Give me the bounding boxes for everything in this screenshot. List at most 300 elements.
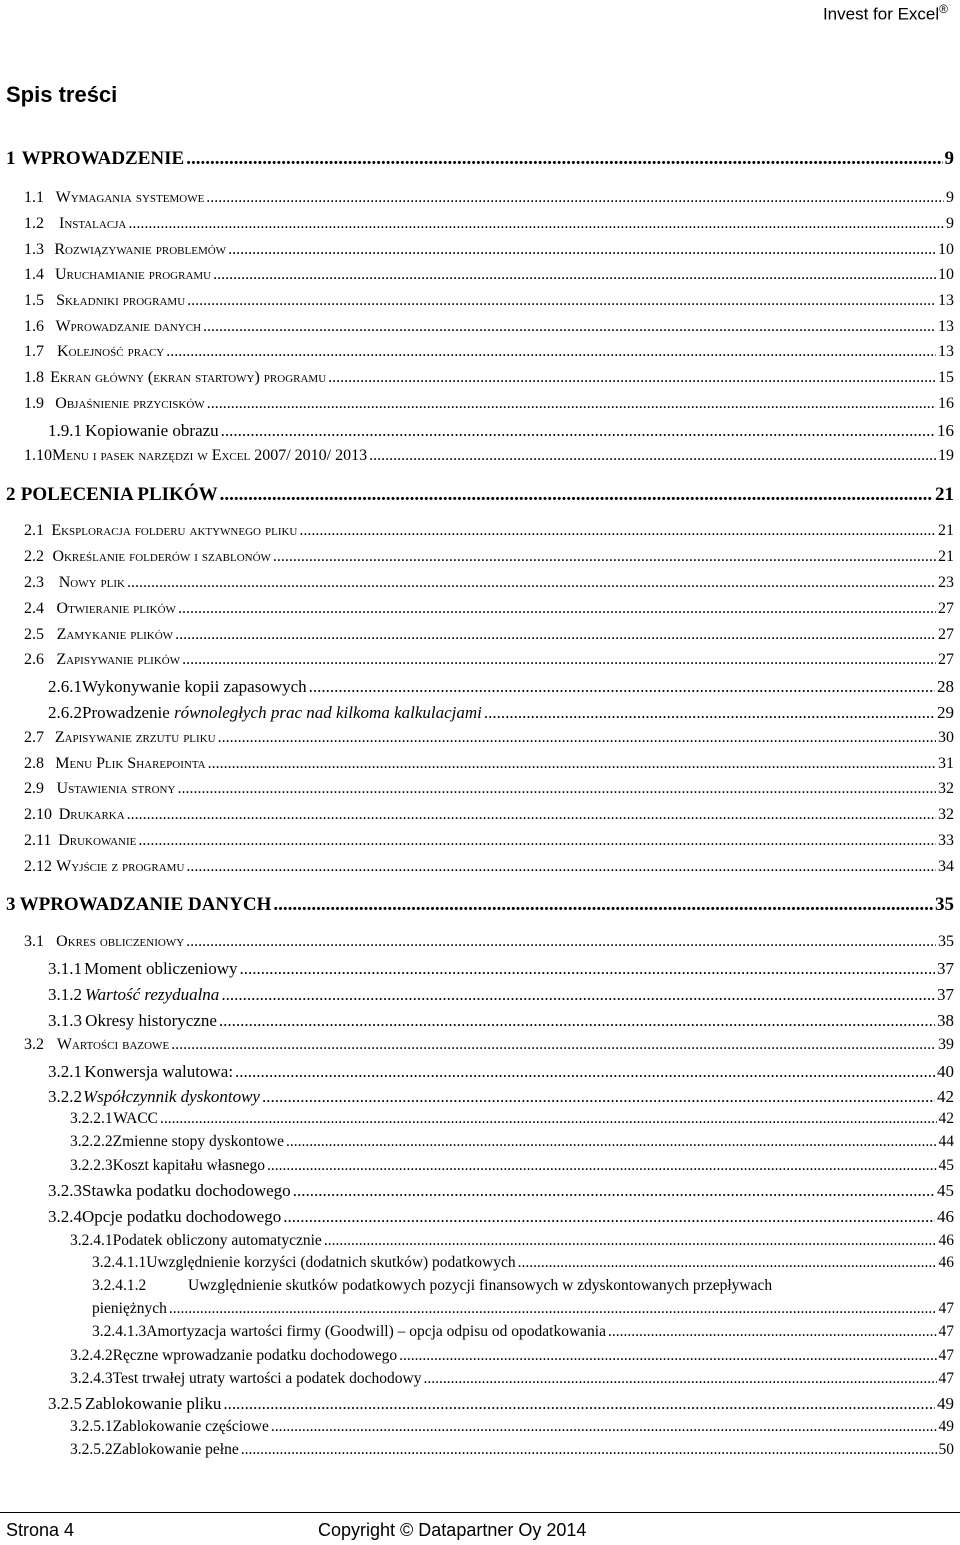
toc-entry-number: 3.2.4.1.2 <box>92 1277 147 1294</box>
toc-entry[interactable] <box>0 369 960 387</box>
toc-entry-page: 10 <box>938 241 954 258</box>
toc-entry-number: 2.9 <box>24 780 44 797</box>
toc-entry[interactable] <box>0 266 960 284</box>
toc-entry-title-text: Zapisywanie plików <box>56 651 181 668</box>
toc-entry-number: 2.6.2 <box>48 703 82 722</box>
toc-leader-dots <box>169 1300 937 1318</box>
toc-entry-number: 3.2.4.2 <box>70 1347 113 1364</box>
toc-entry-title-text: Stawka podatku dochodowego <box>82 1181 291 1200</box>
toc-entry-number: 2.5 <box>24 626 44 643</box>
toc-entry-title <box>57 780 176 798</box>
toc-entry-title-text: Uruchamianie programu <box>55 266 212 283</box>
toc-leader-dots <box>228 241 936 259</box>
toc-entry-page: 39 <box>938 1036 954 1053</box>
toc-entry-title-text: Moment obliczeniowy <box>84 959 238 978</box>
toc-entry-title-text: Wartości bazowe <box>56 1036 170 1053</box>
toc-entry[interactable] <box>0 1418 960 1436</box>
toc-entry[interactable] <box>0 522 960 540</box>
toc-entry-title-text: Uwzględnienie korzyści (dodatnich skutków) podatkowych <box>146 1254 516 1271</box>
toc-leader-dots <box>203 318 936 336</box>
toc-entry-title-text: Zmienne stopy dyskontowe <box>112 1133 284 1150</box>
toc-entry-title <box>113 1370 422 1388</box>
toc-entry-number: 1.2 <box>24 215 44 232</box>
toc-entry-title-text: Zablokowanie pliku <box>84 1394 222 1413</box>
toc-entry[interactable] <box>0 651 960 669</box>
toc-entry-title-text: WPROWADZANIE DANYCH <box>19 894 272 915</box>
toc-entry-number: 1.4 <box>24 266 44 283</box>
toc-entry[interactable] <box>0 421 960 441</box>
footer-copyright: Copyright © Datapartner Oy 2014 <box>318 1520 587 1540</box>
toc-leader-dots <box>267 1157 936 1175</box>
toc-entry-title <box>56 933 184 951</box>
toc-entry-title <box>55 755 205 773</box>
toc-entry[interactable] <box>0 1347 960 1365</box>
toc-entry-title-text: pieniężnych <box>92 1300 167 1317</box>
toc-entry-title <box>113 1441 239 1459</box>
toc-leader-dots <box>399 1347 936 1365</box>
toc-entry-title <box>56 189 205 207</box>
toc-entry-title-text: Drukarka <box>58 806 125 823</box>
toc-leader-dots <box>127 574 936 592</box>
toc-entry-page: 38 <box>937 1011 954 1030</box>
toc-entry-title <box>113 1157 265 1175</box>
toc-entry[interactable] <box>0 677 960 697</box>
toc-entry-page: 47 <box>938 1370 954 1387</box>
toc-entry[interactable] <box>0 447 960 465</box>
toc-entry-title-text: Zablokowanie częściowe <box>112 1418 269 1435</box>
toc-entry-page: 42 <box>938 1110 954 1127</box>
toc-entry-title <box>113 1110 158 1128</box>
toc-entry-title-text: Test trwałej utraty wartości a podatek dochodowy <box>112 1370 422 1387</box>
toc-entry-number: 3.1.1 <box>48 959 82 978</box>
toc-leader-dots <box>241 1441 937 1459</box>
toc-entry-title <box>57 1036 169 1054</box>
toc-leader-dots <box>138 832 936 850</box>
toc-entry-title-text: Menu Plik Sharepointa <box>55 755 206 772</box>
toc-entry-title <box>56 292 185 310</box>
toc-entry-number: 1.8 <box>24 369 44 386</box>
toc-entry-page: 50 <box>938 1441 954 1458</box>
toc-entry-title-text: Zamykanie plików <box>56 626 174 643</box>
toc-entry-page: 49 <box>937 1394 954 1413</box>
toc-entry[interactable] <box>0 241 960 259</box>
toc-entry-page: 32 <box>938 780 954 797</box>
toc-entry-title <box>54 241 226 259</box>
toc-entry-page: 32 <box>938 806 954 823</box>
toc-leader-dots <box>324 1232 937 1250</box>
toc-entry-number: 1.9 <box>24 395 44 412</box>
toc-entry-number: 3.2.4.1.3 <box>92 1323 147 1340</box>
toc-entry-title-text: WPROWADZENIE <box>21 148 185 169</box>
toc-entry-title <box>85 985 219 1005</box>
toc-entry-title-text: Zablokowanie pełne <box>112 1441 239 1458</box>
toc-entry-number: 3.2.4.1.1 <box>92 1254 147 1271</box>
toc-entry[interactable] <box>0 780 960 798</box>
toc-entry-page: 9 <box>946 215 954 232</box>
toc-entry-number: 2.8 <box>24 755 44 772</box>
toc-entry-title <box>82 677 307 697</box>
toc-entry-title <box>55 318 201 336</box>
toc-entry-title-text: Ustawienia strony <box>56 780 176 797</box>
toc-leader-dots <box>235 1062 935 1082</box>
page-header <box>823 2 948 25</box>
toc-entry-page: 9 <box>946 189 954 206</box>
toc-entry-page: 47 <box>938 1300 954 1317</box>
toc-entry[interactable] <box>0 1062 960 1082</box>
toc-entry-page: 37 <box>937 985 954 1004</box>
toc-entry-page: 16 <box>937 421 954 440</box>
toc-entry-page: 23 <box>938 574 954 591</box>
toc-leader-dots <box>328 369 936 387</box>
toc-entry-number: 2.6.1 <box>48 677 82 696</box>
toc-entry[interactable] <box>0 1036 960 1054</box>
toc-entry-title-text: Instalacja <box>58 215 127 232</box>
toc-leader-dots <box>207 395 936 413</box>
toc-entry-title-text: Ręczne wprowadzanie podatku dochodowego <box>112 1347 398 1364</box>
toc-entry-title-text: Wyjście z programu <box>56 858 185 875</box>
toc-entry-page: 45 <box>938 1157 954 1174</box>
toc-entry-title-text: Wykonywanie kopii zapasowych <box>82 677 307 696</box>
toc-entry-title-text: Kopiowanie obrazu <box>85 421 219 440</box>
toc-entry[interactable] <box>0 806 960 824</box>
toc-entry-title <box>113 1133 284 1151</box>
toc-entry-title <box>20 894 272 916</box>
toc-entry-number: 2.1 <box>24 522 44 539</box>
toc-entry[interactable] <box>0 985 960 1005</box>
toc-entry[interactable] <box>0 1300 960 1318</box>
toc-entry-title-text: Amortyzacja wartości firmy (Goodwill) – opcja odpisu od opodatkowania <box>146 1323 606 1340</box>
toc-entry[interactable] <box>0 395 960 413</box>
toc-entry-title <box>55 729 216 747</box>
toc-leader-dots <box>208 755 936 773</box>
toc-entry[interactable] <box>0 1087 960 1107</box>
toc-leader-dots <box>221 421 935 441</box>
toc-entry-number: 3.2.2.1 <box>70 1110 113 1127</box>
toc-entry-title <box>50 369 326 387</box>
toc-entry[interactable] <box>0 1441 960 1459</box>
toc-entry[interactable] <box>0 1110 960 1128</box>
toc-entry-title <box>84 959 237 979</box>
toc-entry-title <box>92 1300 167 1318</box>
toc-entry-title-text: Zapisywanie zrzutu pliku <box>54 729 216 746</box>
toc-entry-title-italic: Wartość rezydualna <box>85 985 220 1004</box>
toc-entry-title <box>59 574 125 592</box>
toc-entry[interactable] <box>0 1254 960 1272</box>
toc-entry-title <box>57 343 164 361</box>
toc-leader-dots <box>182 651 936 669</box>
toc-entry-title <box>52 548 270 566</box>
toc-entry-page: 28 <box>937 677 954 696</box>
toc-entry[interactable] <box>0 548 960 566</box>
toc-entry-title-text: Okres obliczeniowy <box>56 933 185 950</box>
toc-entry-number: 1 <box>6 148 16 169</box>
toc-entry-page: 27 <box>938 651 954 668</box>
toc-leader-dots <box>220 484 933 506</box>
toc-entry-number: 3.2.2 <box>48 1087 82 1106</box>
toc-leader-dots <box>423 1370 936 1388</box>
toc-leader-dots <box>273 548 936 566</box>
toc-entry-title <box>113 1418 269 1436</box>
toc-entry-title <box>85 1011 217 1031</box>
toc-entry-number: 3.2.1 <box>48 1062 82 1081</box>
toc-leader-dots <box>283 1207 935 1227</box>
toc-entry-title-text: WACC <box>113 1110 159 1127</box>
toc-leader-dots <box>240 959 935 979</box>
toc-entry[interactable] <box>0 1323 960 1341</box>
toc-entry-page: 31 <box>938 755 954 772</box>
toc-entry-title-text: Ekran główny (ekran startowy) programu <box>50 369 327 386</box>
toc-entry-page: 9 <box>944 148 954 169</box>
toc-leader-dots <box>273 894 933 916</box>
toc-entry[interactable] <box>0 1277 960 1295</box>
toc-leader-dots <box>369 447 936 465</box>
footer-page-number: Strona 4 <box>6 1520 75 1540</box>
toc-entry-number: 1.6 <box>24 318 44 335</box>
toc-entry-page: 10 <box>938 266 954 283</box>
toc-entry-number: 3.2.5 <box>48 1394 82 1413</box>
toc-entry-page: 21 <box>938 522 954 539</box>
toc-entry-number: 1.3 <box>24 241 44 258</box>
toc-leader-dots <box>218 729 936 747</box>
toc-entry-title-text: POLECENIA PLIKÓW <box>20 484 218 505</box>
toc-entry[interactable] <box>0 189 960 207</box>
registered-mark: ® <box>939 2 948 16</box>
toc-entry-title <box>188 1277 772 1295</box>
toc-entry-title-text: Kolejność pracy <box>57 343 165 360</box>
toc-leader-dots <box>160 1110 936 1128</box>
toc-entry-number: 3.2.2.3 <box>70 1157 113 1174</box>
toc-entry[interactable] <box>0 858 960 876</box>
toc-entry-page: 35 <box>938 933 954 950</box>
toc-entry-title-text: Eksploracja folderu aktywnego pliku <box>51 522 298 539</box>
toc-entry-number: 3.2.2.2 <box>70 1133 113 1150</box>
toc-entry-page: 47 <box>938 1347 954 1364</box>
toc-leader-dots <box>175 626 936 644</box>
toc-entry-title-text: Menu i pasek narzędzi w Excel 2007/ 2010/ 2013 <box>52 447 368 464</box>
toc-entry-number: 2.6 <box>24 651 44 668</box>
toc-entry[interactable] <box>0 832 960 850</box>
toc-leader-dots <box>213 266 936 284</box>
toc-entry[interactable] <box>0 343 960 361</box>
toc-entry[interactable] <box>0 755 960 773</box>
toc-entry-title <box>82 1181 291 1201</box>
toc-entry-page: 49 <box>938 1418 954 1435</box>
toc-entry[interactable] <box>0 318 960 336</box>
toc-entry-title-text: Wymagania systemowe <box>55 189 205 206</box>
toc-entry-title-text: Określanie folderów i szablonów <box>52 548 271 565</box>
toc-leader-dots <box>186 148 942 170</box>
toc-entry-number: 2 <box>6 484 16 505</box>
toc-leader-dots <box>221 985 935 1005</box>
toc-entry[interactable] <box>0 484 960 506</box>
toc-entry-page: 21 <box>935 484 954 505</box>
toc-entry-number: 3.2.5.2 <box>70 1441 113 1458</box>
toc-leader-dots <box>177 780 936 798</box>
toc-entry-title-text: Opcje podatku dochodowego <box>82 1207 282 1226</box>
toc-entry-page: 34 <box>938 858 954 875</box>
toc-entry-number: 2.4 <box>24 600 44 617</box>
toc-entry-page: 40 <box>937 1062 954 1081</box>
toc-entry-title-text: Rozwiązywanie problemów <box>54 241 227 258</box>
toc-entry-number: 2.10 <box>24 806 52 823</box>
toc-leader-dots <box>178 600 936 618</box>
toc-entry-title <box>55 266 211 284</box>
toc-entry-title <box>146 1323 606 1341</box>
toc-entry-number: 3.1 <box>24 933 44 950</box>
toc-leader-dots <box>271 1418 937 1436</box>
toc-entry[interactable] <box>0 1394 960 1414</box>
toc-entry-number: 1.9.1 <box>48 421 82 440</box>
toc-entry-title-text: Prowadzenie <box>82 703 175 722</box>
toc-leader-dots <box>187 292 936 310</box>
footer-divider <box>0 1512 960 1513</box>
toc-leader-dots <box>299 522 936 540</box>
toc-entry-number: 2.11 <box>24 832 52 849</box>
toc-entry-page: 46 <box>938 1254 954 1271</box>
toc-entry-title-text: Okresy historyczne <box>85 1011 217 1030</box>
toc-entry-title-italic: równoległych prac nad kilkoma kalkulacjami <box>174 703 482 722</box>
toc-leader-dots <box>166 343 936 361</box>
toc-entry-page: 37 <box>937 959 954 978</box>
toc-entry-title <box>56 651 180 669</box>
toc-leader-dots <box>309 677 935 697</box>
toc-entry-title <box>59 806 125 824</box>
toc-leader-dots <box>262 1087 935 1107</box>
toc-entry[interactable] <box>0 703 960 723</box>
toc-entry-page: 13 <box>938 343 954 360</box>
toc-entry[interactable] <box>0 1133 960 1151</box>
toc-entry[interactable] <box>0 574 960 592</box>
toc-entry-page: 27 <box>938 600 954 617</box>
toc-entry-page: 19 <box>938 447 954 464</box>
toc-entry-title-text: Uwzględnienie skutków podatkowych pozycji finansowych w zdyskontowanych przepływach <box>188 1277 773 1294</box>
toc-entry[interactable] <box>0 959 960 979</box>
toc-entry[interactable] <box>0 148 960 170</box>
toc-entry-number: 3.2.5.1 <box>70 1418 113 1435</box>
toc-entry-page: 46 <box>937 1207 954 1226</box>
toc-entry-number: 2.2 <box>24 548 44 565</box>
toc-leader-dots <box>127 806 936 824</box>
toc-leader-dots <box>206 189 944 207</box>
toc-leader-dots <box>286 1133 937 1151</box>
toc-leader-dots <box>223 1394 935 1414</box>
toc-entry-number: 3 <box>6 894 16 915</box>
toc-entry-title <box>59 215 126 233</box>
header-brand: Invest for Excel <box>822 4 940 24</box>
toc-leader-dots <box>608 1323 937 1341</box>
toc-leader-dots <box>219 1011 935 1031</box>
toc-entry-page: 45 <box>937 1181 954 1200</box>
toc-entry-title <box>113 1232 322 1250</box>
toc-entry-title <box>21 484 218 506</box>
toc-entry-title-text: Koszt kapitału własnego <box>112 1157 266 1174</box>
toc-entry-page: 46 <box>938 1232 954 1249</box>
toc-entry-page: 13 <box>938 318 954 335</box>
toc-entry-title <box>113 1347 398 1365</box>
toc-entry[interactable] <box>0 292 960 310</box>
toc-entry-number: 1.5 <box>24 292 44 309</box>
toc-entry-title <box>83 1087 260 1107</box>
toc-leader-dots <box>518 1254 937 1272</box>
toc-entry-number: 3.1.2 <box>48 985 82 1004</box>
toc-entry-title <box>51 522 297 540</box>
toc-entry-title <box>58 832 136 850</box>
toc-leader-dots <box>171 1036 936 1054</box>
toc-entry-page: 35 <box>935 894 954 915</box>
toc-entry[interactable] <box>0 1207 960 1227</box>
toc-entry-title <box>52 447 367 465</box>
toc-entry-number: 1.1 <box>24 189 44 206</box>
toc-entry[interactable] <box>0 894 960 916</box>
toc-entry-number: 3.2 <box>24 1036 44 1053</box>
toc-entry[interactable] <box>0 215 960 233</box>
toc-entry-page: 30 <box>938 729 954 746</box>
toc-entry-title-text: Otwieranie plików <box>56 600 176 617</box>
toc-entry-page: 16 <box>938 395 954 412</box>
toc-leader-dots <box>128 215 944 233</box>
toc-leader-dots <box>186 858 936 876</box>
toc-title: Spis treści <box>6 82 118 107</box>
toc-entry-title <box>22 148 185 170</box>
toc-entry-title-text: Podatek obliczony automatycznie <box>112 1232 322 1249</box>
toc-entry-number: 2.7 <box>24 729 44 746</box>
toc-entry-title <box>85 1394 221 1414</box>
toc-entry[interactable] <box>0 1181 960 1201</box>
toc-entry-title <box>56 858 184 876</box>
toc-entry[interactable] <box>0 729 960 747</box>
toc-entry-title-text: Nowy plik <box>58 574 125 591</box>
toc-entry-title-italic: Współczynnik dyskontowy <box>82 1087 260 1106</box>
toc-entry[interactable] <box>0 1232 960 1250</box>
toc-entry-title-text: Konwersja walutowa: <box>84 1062 234 1081</box>
toc-entry-page: 47 <box>938 1323 954 1340</box>
toc-entry[interactable] <box>0 933 960 951</box>
toc-entry-title <box>55 395 204 413</box>
toc-entry-number: 3.2.4 <box>48 1207 82 1226</box>
toc-entry-number: 1.7 <box>24 343 44 360</box>
toc-entry-number: 2.12 <box>24 858 52 875</box>
toc-entry-page: 27 <box>938 626 954 643</box>
toc-entry-title-text: Drukowanie <box>58 832 137 849</box>
toc-entry-title-text: Wprowadzanie danych <box>55 318 202 335</box>
toc-entry[interactable] <box>0 626 960 644</box>
toc-entry-title <box>57 626 173 644</box>
toc-entry-title <box>146 1254 515 1272</box>
toc-leader-dots <box>186 933 936 951</box>
toc-entry[interactable] <box>0 600 960 618</box>
toc-entry-title <box>82 1207 281 1227</box>
toc-entry-page: 44 <box>938 1133 954 1150</box>
toc-entry-page: 33 <box>938 832 954 849</box>
toc-entry-number: 3.2.4.1 <box>70 1232 113 1249</box>
toc-entry-number: 1.10 <box>24 447 52 464</box>
toc-entry-page: 29 <box>937 703 954 722</box>
toc-entry[interactable] <box>0 1370 960 1388</box>
toc-entry-page: 13 <box>938 292 954 309</box>
toc-entry-number: 2.3 <box>24 574 44 591</box>
toc-entry-page: 42 <box>937 1087 954 1106</box>
toc-entry[interactable] <box>0 1011 960 1031</box>
toc-entry-title <box>82 703 482 723</box>
toc-entry-number: 3.2.3 <box>48 1181 82 1200</box>
toc-entry-number: 3.1.3 <box>48 1011 82 1030</box>
toc-leader-dots <box>293 1181 935 1201</box>
toc-entry-title <box>57 600 176 618</box>
toc-entry-title <box>85 421 219 441</box>
toc-entry[interactable] <box>0 1157 960 1175</box>
toc-leader-dots <box>484 703 935 723</box>
toc-entry-title <box>84 1062 233 1082</box>
